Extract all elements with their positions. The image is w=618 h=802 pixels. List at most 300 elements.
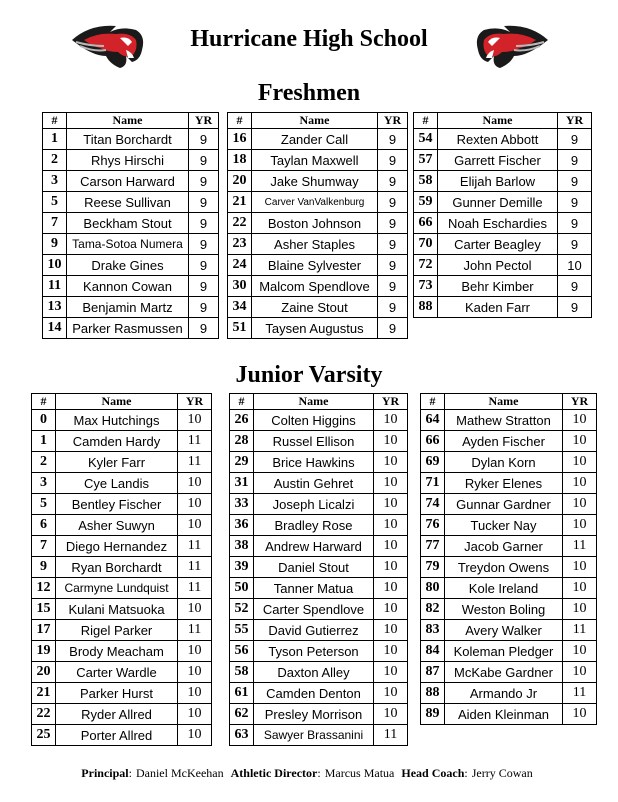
roster-row <box>32 662 212 683</box>
freshmen-heading: Freshmen <box>257 80 361 106</box>
player-year: 11 <box>178 557 212 578</box>
player-name: Ryan Borchardt <box>56 557 178 578</box>
player-name: Zaine Stout <box>252 297 378 318</box>
table-header-row <box>228 113 408 129</box>
player-number: 87 <box>421 662 445 683</box>
player-name: Cye Landis <box>56 473 178 494</box>
player-year: 10 <box>374 431 408 452</box>
player-year: 10 <box>178 494 212 515</box>
player-name: Daxton Alley <box>254 662 374 683</box>
player-year: 10 <box>178 683 212 704</box>
roster-row <box>32 725 212 746</box>
player-name: Gunner Demille <box>438 192 558 213</box>
roster-row <box>32 578 212 599</box>
column-header-name: Name <box>438 113 558 129</box>
roster-row <box>43 234 219 255</box>
player-name: McKabe Gardner <box>445 662 563 683</box>
player-number: 2 <box>32 452 56 473</box>
player-name: Diego Hernandez <box>56 536 178 557</box>
player-year: 10 <box>563 473 597 494</box>
player-number: 22 <box>228 213 252 234</box>
roster-row <box>230 578 408 599</box>
player-year: 10 <box>563 557 597 578</box>
freshmen-roster-table <box>42 112 219 339</box>
roster-row <box>421 431 597 452</box>
player-year: 9 <box>189 255 219 276</box>
player-name: Joseph Licalzi <box>254 494 374 515</box>
player-name: Brice Hawkins <box>254 452 374 473</box>
player-year: 11 <box>178 620 212 641</box>
player-name: Kole Ireland <box>445 578 563 599</box>
player-year: 10 <box>563 410 597 431</box>
player-number: 24 <box>228 255 252 276</box>
player-number: 2 <box>43 150 67 171</box>
staff-footer: Principal: Daniel McKeehan Athletic Director: Marcus Matua Head Coach: Jerry Cowan <box>81 766 533 780</box>
roster-row <box>228 234 408 255</box>
roster-row <box>230 410 408 431</box>
roster-row <box>414 171 592 192</box>
roster-row <box>421 473 597 494</box>
player-year: 10 <box>374 578 408 599</box>
column-header-year: YR <box>374 394 408 410</box>
roster-row <box>32 641 212 662</box>
column-header-number: # <box>414 113 438 129</box>
table-header-row <box>32 394 212 410</box>
roster-row <box>43 297 219 318</box>
player-number: 34 <box>228 297 252 318</box>
player-name: Brody Meacham <box>56 641 178 662</box>
player-number: 54 <box>414 129 438 150</box>
player-year: 9 <box>378 213 408 234</box>
roster-row <box>230 662 408 683</box>
column-header-name: Name <box>67 113 189 129</box>
player-name: Carter Wardle <box>56 662 178 683</box>
player-year: 9 <box>558 171 592 192</box>
player-number: 59 <box>414 192 438 213</box>
player-year: 9 <box>189 150 219 171</box>
roster-row <box>230 704 408 725</box>
roster-row <box>230 473 408 494</box>
column-header-year: YR <box>563 394 597 410</box>
roster-row <box>421 599 597 620</box>
column-header-number: # <box>230 394 254 410</box>
player-number: 9 <box>32 557 56 578</box>
player-name: Behr Kimber <box>438 276 558 297</box>
player-year: 9 <box>189 192 219 213</box>
player-name: Taysen Augustus <box>252 318 378 339</box>
player-year: 9 <box>378 276 408 297</box>
player-year: 9 <box>558 192 592 213</box>
column-header-number: # <box>32 394 56 410</box>
player-year: 9 <box>378 171 408 192</box>
player-year: 9 <box>189 171 219 192</box>
roster-row <box>230 494 408 515</box>
player-number: 23 <box>228 234 252 255</box>
player-year: 9 <box>558 213 592 234</box>
roster-row <box>230 431 408 452</box>
player-year: 10 <box>374 641 408 662</box>
player-number: 80 <box>421 578 445 599</box>
column-header-number: # <box>43 113 67 129</box>
player-number: 84 <box>421 641 445 662</box>
player-name: Jacob Garner <box>445 536 563 557</box>
player-year: 10 <box>563 578 597 599</box>
player-name: Kyler Farr <box>56 452 178 473</box>
roster-row <box>414 276 592 297</box>
roster-row <box>414 234 592 255</box>
player-year: 10 <box>563 515 597 536</box>
player-name: Parker Rasmussen <box>67 318 189 339</box>
roster-row <box>43 213 219 234</box>
school-title: Hurricane High School <box>190 26 428 52</box>
player-number: 16 <box>228 129 252 150</box>
player-name: Gunnar Gardner <box>445 494 563 515</box>
player-year: 10 <box>178 704 212 725</box>
player-number: 31 <box>230 473 254 494</box>
player-name: Beckham Stout <box>67 213 189 234</box>
roster-row <box>230 536 408 557</box>
player-number: 9 <box>43 234 67 255</box>
player-number: 61 <box>230 683 254 704</box>
player-year: 10 <box>178 515 212 536</box>
player-name: Bentley Fischer <box>56 494 178 515</box>
player-name: Max Hutchings <box>56 410 178 431</box>
freshmen-roster-table <box>413 112 592 318</box>
player-number: 74 <box>421 494 445 515</box>
player-name: Elijah Barlow <box>438 171 558 192</box>
player-number: 29 <box>230 452 254 473</box>
player-number: 5 <box>43 192 67 213</box>
player-number: 38 <box>230 536 254 557</box>
player-number: 11 <box>43 276 67 297</box>
player-number: 19 <box>32 641 56 662</box>
player-number: 18 <box>228 150 252 171</box>
player-name: Armando Jr <box>445 683 563 704</box>
player-number: 25 <box>32 725 56 746</box>
player-year: 10 <box>374 515 408 536</box>
player-name: Mathew Stratton <box>445 410 563 431</box>
player-name: Ryker Elenes <box>445 473 563 494</box>
roster-row <box>228 150 408 171</box>
player-name: Sawyer Brassanini <box>254 725 374 746</box>
player-name: Colten Higgins <box>254 410 374 431</box>
player-name: Asher Staples <box>252 234 378 255</box>
player-year: 10 <box>178 599 212 620</box>
player-name: Presley Morrison <box>254 704 374 725</box>
roster-row <box>32 620 212 641</box>
athletic-director-label: Athletic Director <box>230 766 318 780</box>
player-name: Ayden Fischer <box>445 431 563 452</box>
roster-row <box>32 536 212 557</box>
roster-row <box>421 494 597 515</box>
player-number: 62 <box>230 704 254 725</box>
player-name: Dylan Korn <box>445 452 563 473</box>
roster-row <box>228 297 408 318</box>
player-number: 21 <box>228 192 252 213</box>
player-number: 10 <box>43 255 67 276</box>
roster-row <box>414 213 592 234</box>
player-year: 10 <box>374 473 408 494</box>
roster-row <box>421 683 597 704</box>
player-name: Tanner Matua <box>254 578 374 599</box>
player-number: 14 <box>43 318 67 339</box>
roster-row <box>228 255 408 276</box>
player-name: Malcom Spendlove <box>252 276 378 297</box>
roster-row <box>228 171 408 192</box>
column-header-year: YR <box>189 113 219 129</box>
player-number: 77 <box>421 536 445 557</box>
player-number: 0 <box>32 410 56 431</box>
player-year: 10 <box>563 494 597 515</box>
roster-row <box>414 150 592 171</box>
player-year: 10 <box>374 704 408 725</box>
hurricane-logo-right <box>472 16 550 72</box>
freshmen-roster-table <box>227 112 408 339</box>
player-number: 89 <box>421 704 445 725</box>
player-number: 13 <box>43 297 67 318</box>
player-name: Carter Spendlove <box>254 599 374 620</box>
roster-row <box>32 515 212 536</box>
player-name: Rexten Abbott <box>438 129 558 150</box>
player-number: 79 <box>421 557 445 578</box>
roster-row <box>228 318 408 339</box>
player-name: Asher Suwyn <box>56 515 178 536</box>
roster-row <box>43 192 219 213</box>
roster-row <box>228 129 408 150</box>
player-name: Andrew Harward <box>254 536 374 557</box>
player-name: Austin Gehret <box>254 473 374 494</box>
player-name: Garrett Fischer <box>438 150 558 171</box>
player-number: 56 <box>230 641 254 662</box>
column-header-name: Name <box>56 394 178 410</box>
roster-row <box>32 683 212 704</box>
column-header-year: YR <box>178 394 212 410</box>
roster-row <box>43 318 219 339</box>
player-name: Rigel Parker <box>56 620 178 641</box>
player-name: Daniel Stout <box>254 557 374 578</box>
column-header-year: YR <box>378 113 408 129</box>
player-year: 9 <box>558 297 592 318</box>
player-year: 11 <box>178 431 212 452</box>
column-header-year: YR <box>558 113 592 129</box>
player-number: 39 <box>230 557 254 578</box>
player-number: 52 <box>230 599 254 620</box>
roster-row <box>228 192 408 213</box>
player-number: 76 <box>421 515 445 536</box>
player-name: Russel Ellison <box>254 431 374 452</box>
column-header-name: Name <box>252 113 378 129</box>
player-year: 9 <box>189 213 219 234</box>
roster-row <box>43 150 219 171</box>
player-number: 72 <box>414 255 438 276</box>
roster-row <box>421 704 597 725</box>
player-number: 58 <box>230 662 254 683</box>
player-name: Camden Hardy <box>56 431 178 452</box>
principal-name: Daniel McKeehan <box>135 766 224 780</box>
player-year: 9 <box>378 150 408 171</box>
player-year: 9 <box>558 129 592 150</box>
roster-row <box>32 494 212 515</box>
player-number: 51 <box>228 318 252 339</box>
player-year: 11 <box>563 620 597 641</box>
player-year: 9 <box>378 255 408 276</box>
player-year: 11 <box>178 536 212 557</box>
player-year: 9 <box>378 234 408 255</box>
player-name: Aiden Kleinman <box>445 704 563 725</box>
player-number: 30 <box>228 276 252 297</box>
player-year: 10 <box>374 410 408 431</box>
player-name: Treydon Owens <box>445 557 563 578</box>
roster-row <box>32 557 212 578</box>
player-name: Carmyne Lundquist <box>56 578 178 599</box>
player-number: 15 <box>32 599 56 620</box>
player-number: 3 <box>43 171 67 192</box>
player-name: Avery Walker <box>445 620 563 641</box>
player-name: John Pectol <box>438 255 558 276</box>
player-name: Drake Gines <box>67 255 189 276</box>
player-year: 10 <box>374 494 408 515</box>
roster-row <box>43 129 219 150</box>
player-year: 9 <box>558 150 592 171</box>
roster-row <box>32 704 212 725</box>
player-number: 1 <box>43 129 67 150</box>
player-name: Carver VanValkenburg <box>252 192 378 213</box>
player-year: 10 <box>178 410 212 431</box>
player-number: 58 <box>414 171 438 192</box>
column-header-number: # <box>421 394 445 410</box>
table-header-row <box>230 394 408 410</box>
player-year: 11 <box>374 725 408 746</box>
player-number: 21 <box>32 683 56 704</box>
roster-row <box>228 213 408 234</box>
player-name: Reese Sullivan <box>67 192 189 213</box>
player-year: 9 <box>189 129 219 150</box>
roster-row <box>421 662 597 683</box>
player-number: 71 <box>421 473 445 494</box>
column-header-name: Name <box>445 394 563 410</box>
player-year: 10 <box>178 725 212 746</box>
roster-row <box>230 725 408 746</box>
player-number: 36 <box>230 515 254 536</box>
player-year: 10 <box>563 662 597 683</box>
player-number: 66 <box>421 431 445 452</box>
player-year: 10 <box>374 452 408 473</box>
roster-row <box>32 431 212 452</box>
player-year: 9 <box>558 276 592 297</box>
player-number: 20 <box>228 171 252 192</box>
player-number: 28 <box>230 431 254 452</box>
player-number: 69 <box>421 452 445 473</box>
player-year: 10 <box>563 431 597 452</box>
player-year: 11 <box>178 452 212 473</box>
player-number: 5 <box>32 494 56 515</box>
player-name: Boston Johnson <box>252 213 378 234</box>
player-number: 64 <box>421 410 445 431</box>
roster-row <box>414 192 592 213</box>
table-header-row <box>421 394 597 410</box>
player-year: 10 <box>563 452 597 473</box>
player-name: Titan Borchardt <box>67 129 189 150</box>
player-year: 10 <box>374 599 408 620</box>
player-number: 33 <box>230 494 254 515</box>
roster-row <box>230 452 408 473</box>
roster-row <box>32 410 212 431</box>
player-name: Noah Eschardies <box>438 213 558 234</box>
player-number: 20 <box>32 662 56 683</box>
player-number: 3 <box>32 473 56 494</box>
player-name: Tucker Nay <box>445 515 563 536</box>
column-header-name: Name <box>254 394 374 410</box>
player-name: Kaden Farr <box>438 297 558 318</box>
roster-row <box>230 557 408 578</box>
player-year: 10 <box>563 641 597 662</box>
player-number: 83 <box>421 620 445 641</box>
player-number: 88 <box>421 683 445 704</box>
player-number: 1 <box>32 431 56 452</box>
player-year: 9 <box>378 129 408 150</box>
player-year: 9 <box>558 234 592 255</box>
player-year: 10 <box>563 599 597 620</box>
player-number: 6 <box>32 515 56 536</box>
roster-row <box>43 276 219 297</box>
player-name: David Gutierrez <box>254 620 374 641</box>
player-year: 10 <box>374 662 408 683</box>
athletic-director-name: Marcus Matua <box>324 766 395 780</box>
player-year: 11 <box>178 578 212 599</box>
roster-row <box>414 129 592 150</box>
junior-varsity-heading: Junior Varsity <box>235 362 383 388</box>
roster-row <box>421 452 597 473</box>
player-year: 10 <box>374 557 408 578</box>
player-year: 9 <box>189 297 219 318</box>
roster-row <box>32 473 212 494</box>
jv-roster-table <box>31 393 212 746</box>
roster-row <box>230 641 408 662</box>
player-number: 26 <box>230 410 254 431</box>
player-name: Blaine Sylvester <box>252 255 378 276</box>
roster-row <box>421 536 597 557</box>
player-name: Parker Hurst <box>56 683 178 704</box>
player-name: Carson Harward <box>67 171 189 192</box>
player-year: 10 <box>558 255 592 276</box>
roster-row <box>421 515 597 536</box>
player-name: Bradley Rose <box>254 515 374 536</box>
player-year: 11 <box>563 536 597 557</box>
player-year: 9 <box>189 276 219 297</box>
player-year: 9 <box>378 318 408 339</box>
jv-roster-table <box>229 393 408 746</box>
player-year: 9 <box>189 318 219 339</box>
player-name: Camden Denton <box>254 683 374 704</box>
player-number: 12 <box>32 578 56 599</box>
roster-row <box>230 683 408 704</box>
jv-roster-table <box>420 393 597 725</box>
player-name: Kulani Matsuoka <box>56 599 178 620</box>
roster-row <box>43 255 219 276</box>
player-name: Koleman Pledger <box>445 641 563 662</box>
player-number: 82 <box>421 599 445 620</box>
player-name: Kannon Cowan <box>67 276 189 297</box>
player-year: 10 <box>178 641 212 662</box>
player-number: 73 <box>414 276 438 297</box>
roster-row <box>230 599 408 620</box>
player-name: Tyson Peterson <box>254 641 374 662</box>
player-number: 50 <box>230 578 254 599</box>
player-year: 10 <box>178 662 212 683</box>
roster-row <box>414 297 592 318</box>
player-year: 10 <box>374 536 408 557</box>
player-name: Rhys Hirschi <box>67 150 189 171</box>
